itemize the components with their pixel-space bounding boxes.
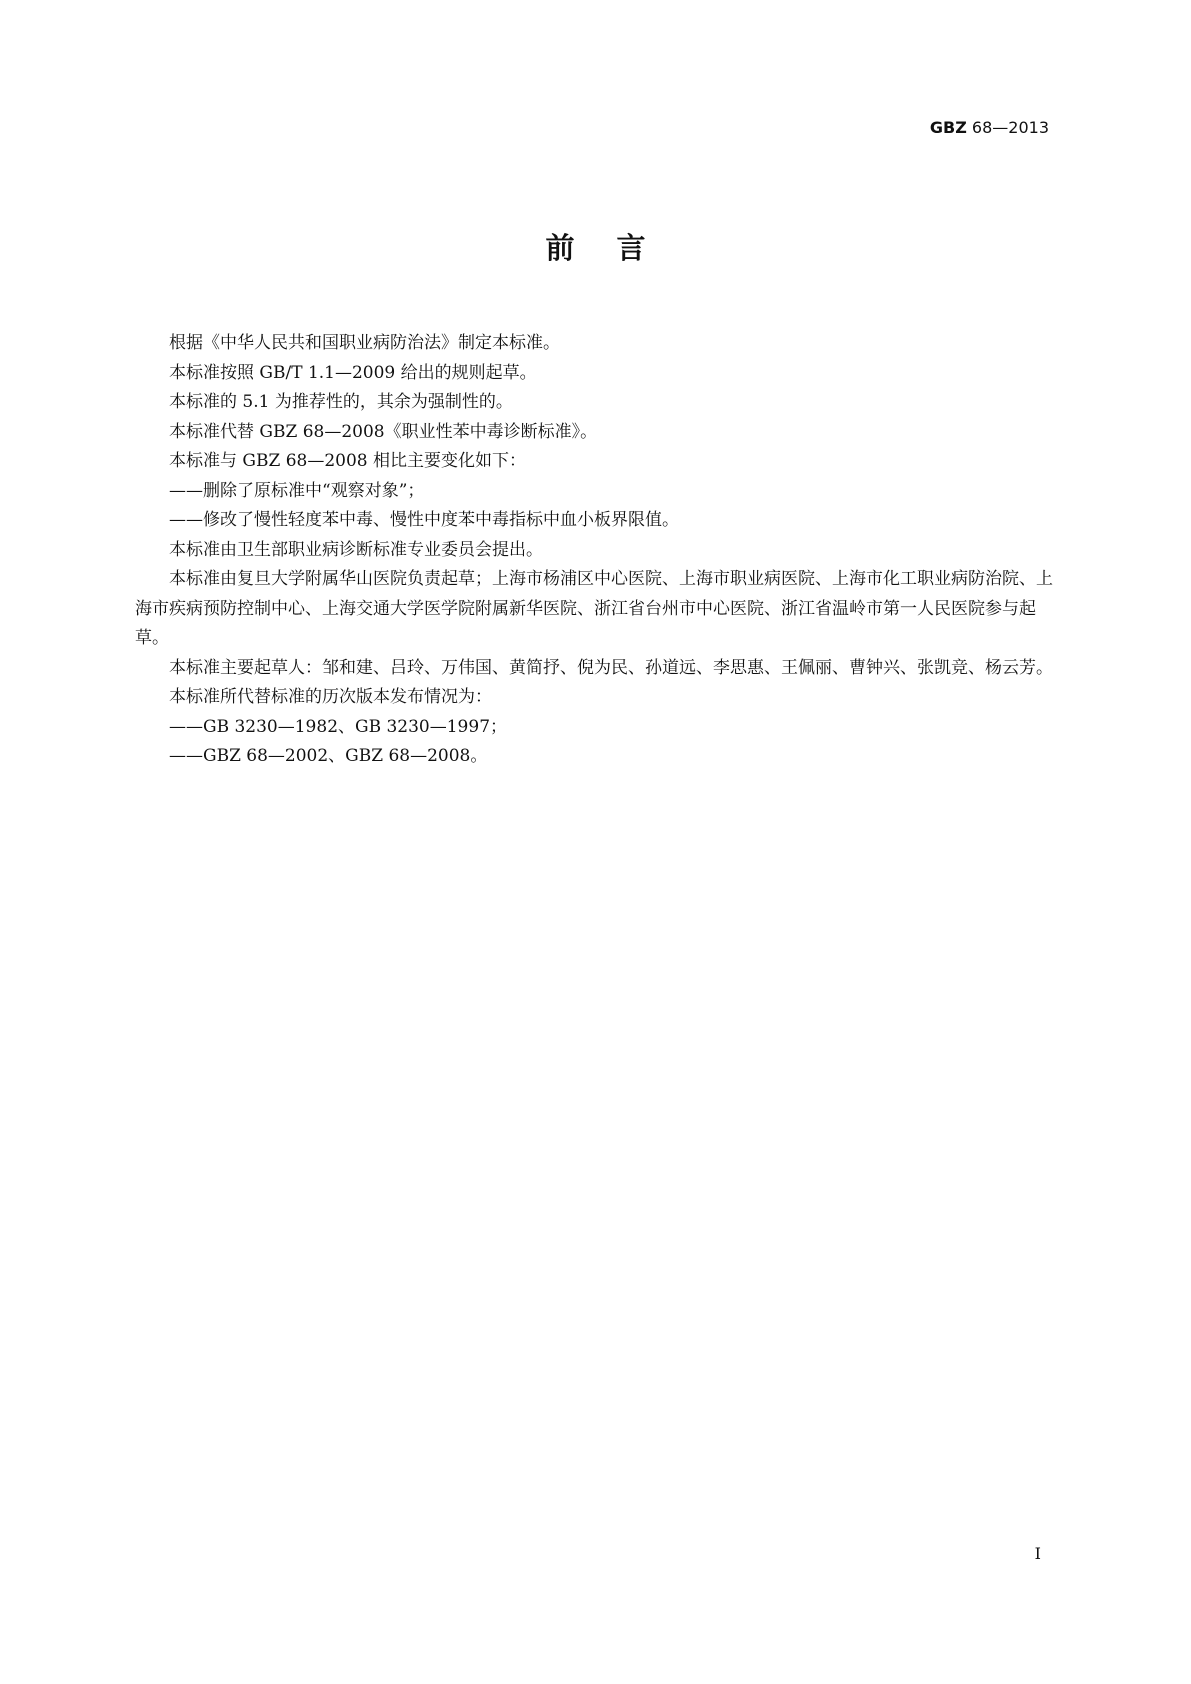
list-item-history-2: ——GBZ 68—2002、GBZ 68—2008。 — [169, 746, 488, 766]
list-item-change-2: ——修改了慢性轻度苯中毒、慢性中度苯中毒指标中血小板界限值。 — [169, 510, 679, 530]
list-item-history-1: ——GB 3230—1982、GB 3230—1997； — [169, 716, 508, 737]
foreword-body — [135, 329, 1065, 772]
standard-year: 68—2013 — [971, 118, 1049, 137]
paragraph-drafters: 本标准主要起草人：邹和建、吕玲、万伟国、黄简抒、倪为民、孙道远、李思惠、王佩丽、曹钟兴、张凯竞、杨云芳。 — [169, 657, 1053, 678]
list-item-change-1: ——删除了原标准中“观察对象”； — [169, 480, 425, 501]
paragraph-history-intro: 本标准所代替标准的历次版本发布情况为： — [169, 687, 492, 707]
paragraph-recommended-clause: 本标准的 5.1 为推荐性的，其余为强制性的。 — [169, 392, 513, 412]
standard-code: GBZ — [929, 118, 967, 137]
page-title: 前言 — [545, 231, 688, 265]
paragraph-changes-intro: 本标准与 GBZ 68—2008 相比主要变化如下： — [169, 451, 526, 471]
paragraph-legal-basis: 根据《中华人民共和国职业病防治法》制定本标准。 — [169, 333, 560, 353]
page-number: I — [1034, 1544, 1041, 1563]
paragraph-replaces: 本标准代替 GBZ 68—2008《职业性苯中毒诊断标准》。 — [169, 421, 598, 442]
paragraph-drafting-rules: 本标准按照 GB/T 1.1—2009 给出的规则起草。 — [169, 362, 537, 383]
paragraph-proposed-by: 本标准由卫生部职业病诊断标准专业委员会提出。 — [169, 539, 543, 560]
paragraph-drafting-units: 本标准由复旦大学附属华山医院负责起草；上海市杨浦区中心医院、上海市职业病医院、上海市化工职业病防治院、上海市疾病预防控制中心、上海交通大学医学院附属新华医院、浙江省台州市中心医院、浙江省温岭市第一人民医院参与起草。 — [135, 569, 1053, 648]
standard-number — [930, 118, 1049, 137]
